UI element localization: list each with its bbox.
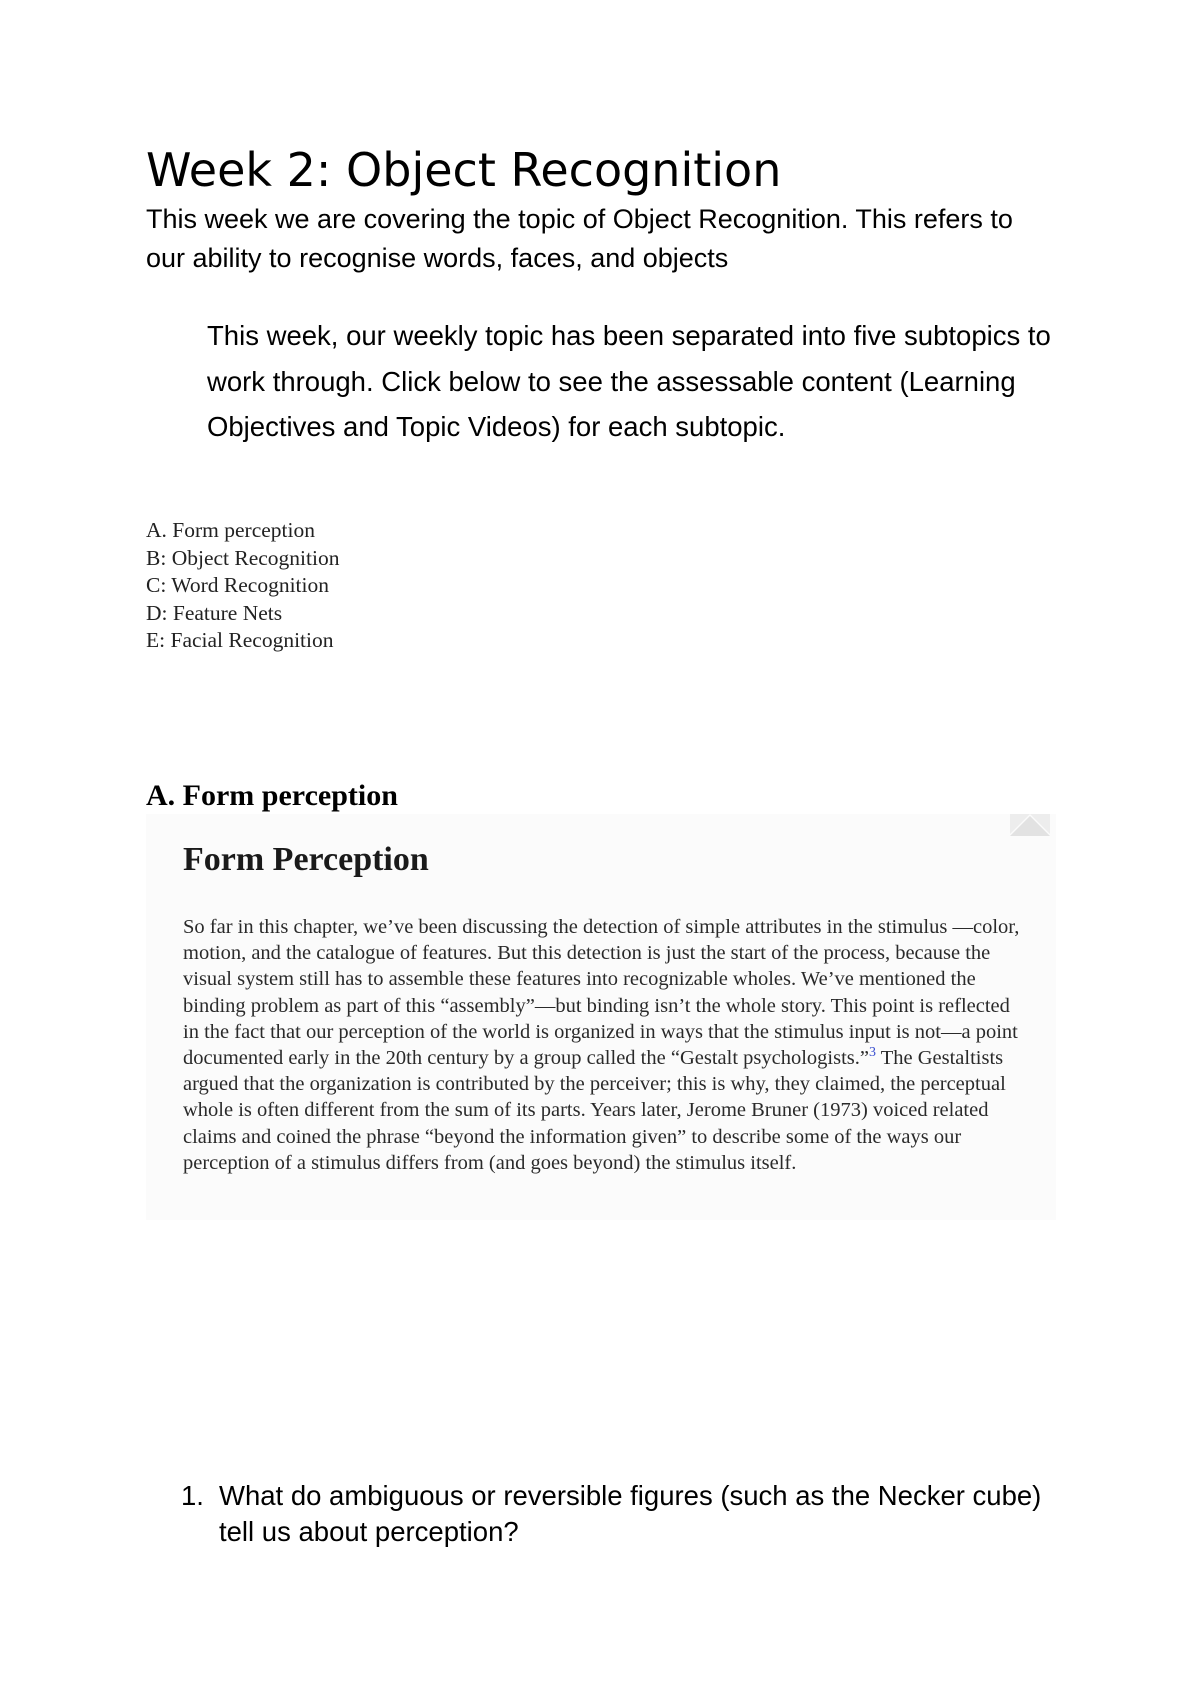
subtopics-note: This week, our weekly topic has been separated into five subtopics to work through. Click below to see the assessable content (Learning Objectives and Topic Videos) for each subtopic.	[207, 320, 1051, 442]
excerpt-text-part-1: So far in this chapter, we’ve been discussing the detection of simple attributes in the stimulus —color, motion, and the catalogue of features. But this detection is just the start of the process, because the visual system still has to assemble these features into recognizable wholes. We’ve mentioned the binding problem as part of this “assembly”—but binding isn’t the whole story. This point is reflected in the fact that our perception of the world is organized in ways that the stimulus input is not—a point documented early in the 20th century by a group called the “Gestalt psychologists.”	[183, 916, 1020, 1070]
excerpt-title: Form Perception	[183, 841, 429, 878]
subtopic-link-feature-nets[interactable]: D: Feature Nets	[146, 600, 283, 625]
subtopic-link-facial-recognition[interactable]: E: Facial Recognition	[146, 628, 334, 652]
footnote-marker[interactable]: 3	[868, 1045, 876, 1061]
excerpt-body	[183, 914, 1023, 1176]
question-item	[181, 1478, 1061, 1550]
page-title: Week 2: Object Recognition	[146, 143, 782, 197]
subtopic-link-form-perception[interactable]: A. Form perception	[146, 518, 315, 542]
question-text: What do ambiguous or reversible figures (such as the Necker cube) tell us about perception?	[219, 1480, 1042, 1547]
page-corner-icon	[1010, 814, 1050, 836]
subtopic-list	[146, 517, 339, 655]
textbook-excerpt-image	[146, 814, 1056, 1220]
subtopic-link-word-recognition[interactable]: C: Word Recognition	[146, 573, 330, 597]
question-number: 1.	[181, 1480, 204, 1511]
excerpt-text-part-2: The Gestaltists argued that the organization is contributed by the perceiver; this is why, they claimed, the perceptual whole is often different from the sum of its parts. Years later, Jerome Bruner (1973) voiced related claims and coined the phrase “beyond the information given” to describe some of the ways our perception of a stimulus differs from (and goes beyond) the stimulus itself.	[183, 1047, 1006, 1174]
subtopic-link-object-recognition[interactable]: B: Object Recognition	[146, 545, 340, 570]
section-heading-form-perception: A. Form perception	[146, 779, 398, 812]
intro-paragraph: This week we are covering the topic of Object Recognition. This refers to our ability to recognise words, faces, and objects	[146, 204, 1013, 273]
